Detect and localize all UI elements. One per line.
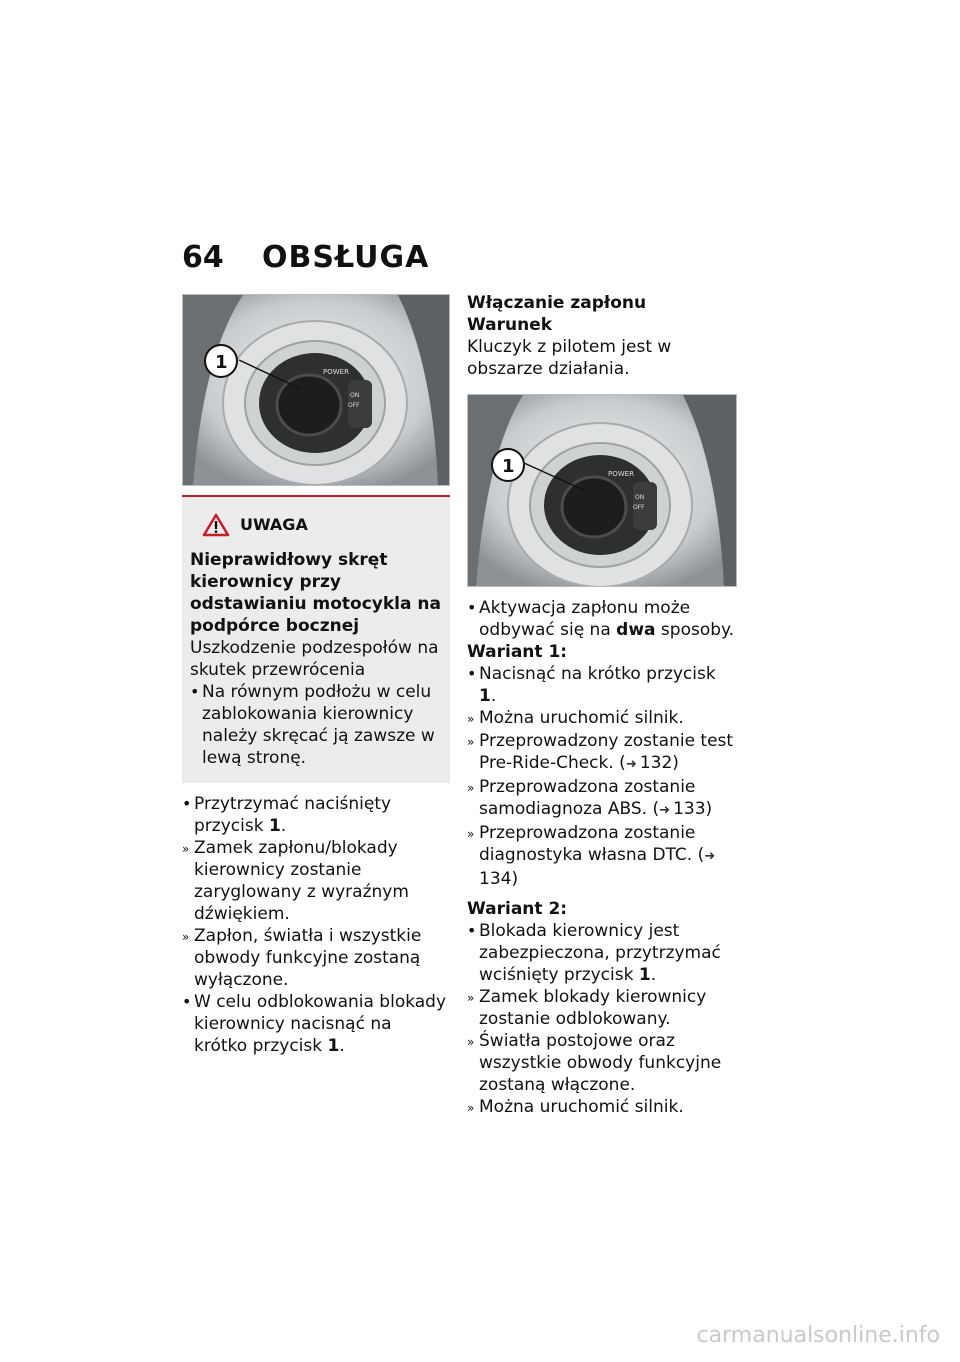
ignition-switch-photo-2 [467, 394, 737, 587]
warning-triangle-icon [202, 513, 230, 537]
page-reference[interactable]: 132) [639, 753, 679, 773]
ignition-switch-illustration [468, 395, 737, 587]
svg-text:POWER: POWER [323, 368, 349, 376]
list-item-result: » Zamek blokady kierownicy zostanie odblokowany. [467, 987, 707, 1029]
variant-2-label: Wariant 2: [467, 899, 568, 919]
condition-text: Kluczyk z pilotem jest w obszarze działania. [467, 337, 672, 379]
page-ref-arrow-icon: ➜ [625, 757, 637, 772]
list-item-result: » Można uruchomić silnik. [467, 708, 684, 728]
right-instructions [467, 597, 735, 1119]
page-reference[interactable]: 134) [479, 869, 519, 889]
section-heading: Włączanie zapłonu [467, 293, 647, 313]
list-item-result: » Przeprowadzona zostanie samodiagnoza ABS. (➜ 133) [467, 776, 735, 822]
list-item: • Blokada kierownicy jest zabezpieczona, przytrzymać wciśnięty przycisk 1. [467, 921, 721, 985]
svg-text:POWER: POWER [608, 470, 634, 478]
left-column [182, 294, 450, 1057]
section-title: OBSŁUGA [262, 240, 430, 275]
warning-action: • Na równym podłożu w celu zablokowania kierownicy należy skręcać ją zawsze w lewą stronę. [190, 682, 435, 768]
variant-1-label: Wariant 1: [467, 642, 568, 662]
left-instructions [182, 793, 450, 1057]
page-ref-arrow-icon: ➜ [704, 849, 716, 864]
list-item: • Nacisnąć na krótko przycisk 1. [467, 664, 716, 706]
warning-title: Nieprawidłowy skręt kierownicy przy odstawianiu motocykla na podpórce bocznej [190, 550, 441, 636]
watermark: carmanualsonline.info [696, 1323, 940, 1348]
list-item-result: » Zamek zapłonu/blokady kierownicy zostanie zaryglowany z wyraźnym dźwiękiem. [182, 838, 409, 924]
svg-text:OFF: OFF [633, 504, 645, 511]
list-item-result: » Przeprowadzona zostanie diagnostyka własna DTC. (➜134) [467, 822, 735, 890]
condition-label: Warunek [467, 315, 553, 335]
ignition-switch-photo [182, 294, 450, 486]
warning-consequence: Uszkodzenie podzespołów na skutek przewrócenia [190, 638, 439, 680]
list-item-result: » Można uruchomić silnik. [467, 1097, 684, 1117]
page-number: 64 [182, 240, 224, 275]
svg-text:OFF: OFF [348, 402, 360, 409]
list-item-result: » Przeprowadzony zostanie test Pre-Ride-Check. (➜ 132) [467, 730, 735, 776]
right-column [467, 292, 735, 1119]
callout-1: 1 [215, 352, 228, 373]
list-item-result: » Zapłon, światła i wszystkie obwody funkcyjne zostaną wyłączone. [182, 926, 422, 990]
list-item: • Przytrzymać naciśnięty przycisk 1. [182, 794, 392, 836]
list-item-result: » Światła postojowe oraz wszystkie obwody funkcyjne zostaną włączone. [467, 1031, 722, 1095]
svg-text:ON: ON [350, 392, 360, 399]
svg-text:ON: ON [635, 494, 645, 501]
page-header [182, 240, 429, 275]
page-ref-arrow-icon: ➜ [659, 803, 671, 818]
warning-header [202, 513, 442, 537]
list-item: • W celu odblokowania blokady kierownicy nacisnąć na krótko przycisk 1. [182, 992, 447, 1056]
warning-box [182, 495, 450, 783]
list-item: • Aktywacja zapłonu może odbywać się na dwa sposoby. [467, 598, 735, 640]
warning-label: UWAGA [240, 515, 308, 534]
ignition-switch-illustration [183, 295, 450, 486]
page-reference[interactable]: 133) [673, 799, 713, 819]
callout-1: 1 [502, 456, 515, 477]
